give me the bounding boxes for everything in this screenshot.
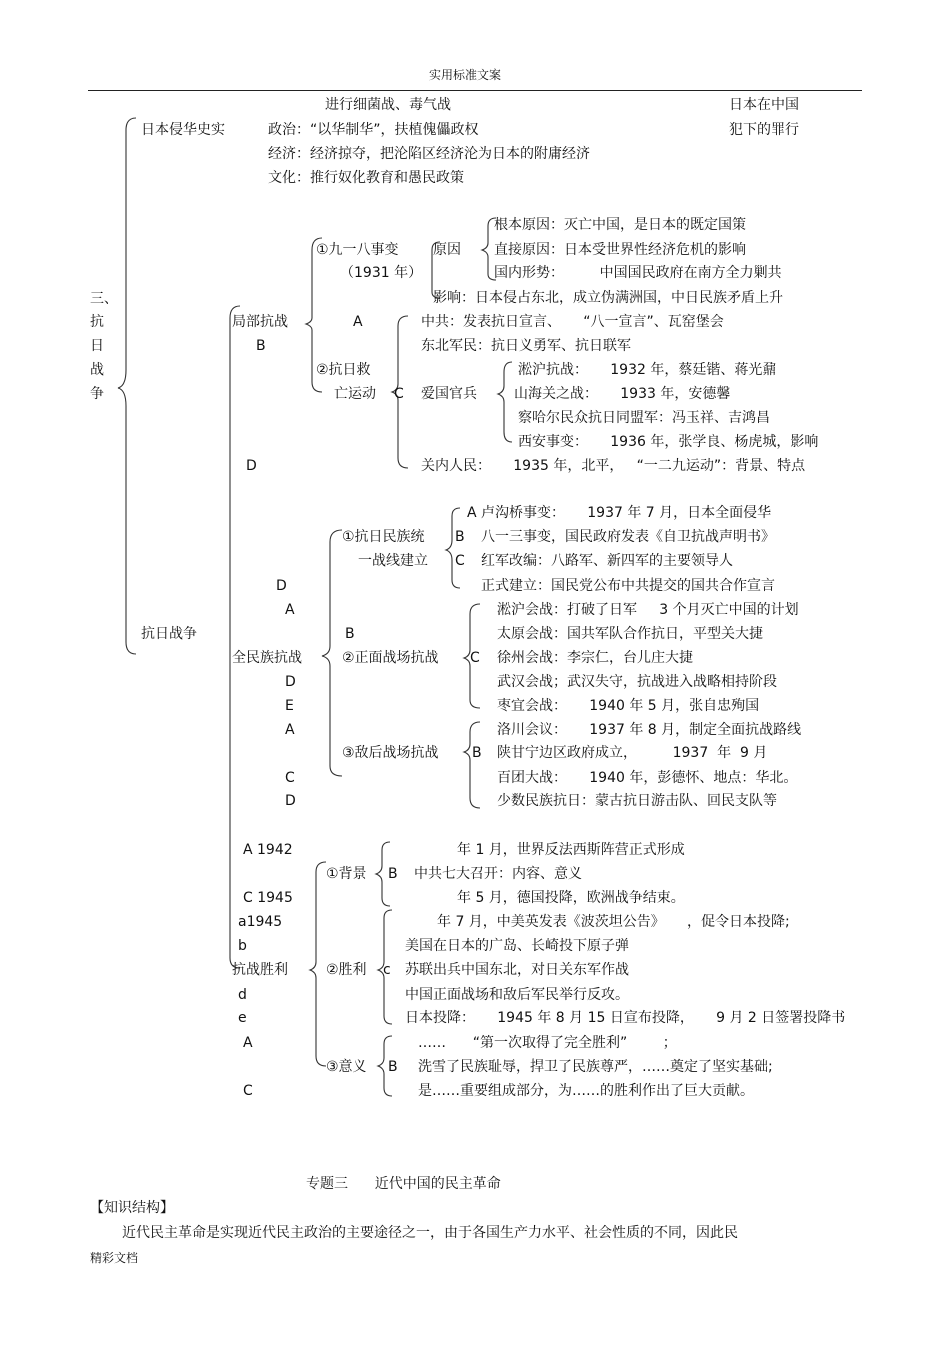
frontal-battlefield-title: ②正面战场抗战 (342, 650, 439, 666)
victory-marker-e: e (238, 1010, 247, 1026)
victory-marker-upper-a: A (243, 1035, 253, 1051)
direct-cause: 直接原因：日本受世界性经济危机的影响 (494, 242, 746, 258)
red-army-reorg: 红军改编：八路军、新四军的主要领导人 (481, 553, 733, 569)
section-label-5: 争 (90, 386, 104, 402)
victory-marker-upper-c: C (243, 1083, 253, 1099)
footer-label: 精彩文档 (90, 1251, 139, 1265)
northeast-resistance: 东北军民：抗日义勇军、抗日联军 (421, 338, 631, 354)
meaning-line-1: …… “第一次取得了完全胜利” ； (418, 1035, 677, 1051)
crime-economy: 经济：经济掠夺，把沦陷区经济沦为日本的附庸经济 (268, 146, 590, 162)
victory-marker-b: b (238, 938, 247, 954)
war-title: 抗日战争 (141, 626, 197, 642)
taiyuan-battle: 太原会战：国共军队合作抗日，平型关大捷 (497, 626, 763, 642)
frontal-marker-c: C (470, 650, 480, 666)
chahar-army: 察哈尔民众抗日同盟军：冯玉祥、吉鸿昌 (518, 410, 770, 426)
ccp-declaration: 中共：发表抗日宣言、 “八一宣言”、瓦窑堡会 (421, 314, 724, 330)
incident-title: ①九一八事变 (316, 242, 399, 258)
win-line-4: 中国正面战场和敌后军民举行反攻。 (405, 987, 629, 1003)
section-label-3: 日 (90, 338, 104, 354)
cause-label: 原因 (433, 242, 461, 258)
guannei-people: 关内人民： 1935 年，北平， “一二九运动”：背景、特点 (421, 458, 806, 474)
victory-marker-a1945: a1945 (238, 914, 283, 930)
wuhan-battle: 武汉会战；武汉失守，抗战进入战略相持阶段 (497, 674, 777, 690)
salvation-title-2: 亡运动 (334, 386, 376, 402)
crimes-heading: 日本侵华史实 (141, 122, 225, 138)
war-marker-e: E (285, 698, 294, 714)
background-line-3: 年 5 月，德国投降，欧洲战争结束。 (457, 890, 685, 906)
war-marker-b1: B (345, 626, 355, 642)
war-marker-a1: A (285, 602, 295, 618)
shaanganning-gov: 陕甘宁边区政府成立， 1937 年 9 月 (497, 745, 768, 761)
full-war-title: 全民族抗战 (232, 650, 302, 666)
united-front-title-2: 一战线建立 (358, 553, 428, 569)
win-line-1: 年 7 月，中美英发表《波茨坦公告》 ，促令日本投降; (437, 914, 790, 930)
lugou-bridge-incident: 卢沟桥事变： 1937 年 7 月，日本全面侵华 (481, 505, 772, 521)
meaning-title: ③意义 (326, 1059, 367, 1075)
marker-a: A (353, 314, 363, 330)
crimes-note-line2: 犯下的罪行 (729, 122, 799, 138)
win-line-2: 美国在日本的广岛、长崎投下原子弹 (405, 938, 629, 954)
intro-paragraph: 近代民主革命是实现近代民主政治的主要途径之一，由于各国生产力水平、社会性质的不同，因此民 (122, 1225, 738, 1241)
victory-marker-d: d (238, 987, 247, 1003)
local-war-title: 局部抗战 (232, 314, 288, 330)
front-marker-a: A (467, 505, 477, 521)
war-marker-d2: D (285, 674, 296, 690)
formal-establishment: 正式建立：国民党公布中共提交的国共合作宣言 (481, 578, 775, 594)
win-marker-c: c (383, 962, 391, 978)
rear-battlefield-title: ③敌后战场抗战 (342, 745, 439, 761)
front-marker-c: C (455, 553, 465, 569)
domestic-situation: 国内形势： 中国国民政府在南方全力剿共 (494, 265, 782, 281)
xuzhou-battle: 徐州会战：李宗仁，台儿庄大捷 (497, 650, 693, 666)
war-marker-c: C (285, 770, 295, 786)
topic-heading: 专题三 近代中国的民主革命 (306, 1176, 501, 1192)
salvation-title-1: ②抗日救 (316, 362, 371, 378)
zaoyi-battle: 枣宜会战： 1940 年 5 月，张自忠殉国 (497, 698, 760, 714)
section-label-2: 抗 (90, 314, 104, 330)
japan-surrender: 日本投降： 1945 年 8 月 15 日宣布投降， 9 月 2 日签署投降书 (405, 1010, 846, 1026)
united-front-title-1: ①抗日民族统 (342, 529, 425, 545)
minority-resistance: 少数民族抗日：蒙古抗日游击队、回民支队等 (497, 793, 777, 809)
marker-d: D (246, 458, 257, 474)
background-title: ①背景 (326, 866, 367, 882)
patriot-officers: 爱国官兵 (421, 386, 477, 402)
crime-politics: 政治：“以华制华”，扶植傀儡政权 (268, 122, 479, 138)
war-marker-d1: D (276, 578, 287, 594)
war-marker-a2: A (285, 722, 295, 738)
background-line-2: 中共七大召开：内容、意义 (414, 866, 582, 882)
front-marker-b: B (455, 529, 465, 545)
songhu-resistance: 淞沪抗战： 1932 年，蔡廷锴、蒋光鼐 (518, 362, 777, 378)
section-label-4: 战 (90, 362, 104, 378)
incident-year: （1931 年） (340, 265, 423, 281)
header-title: 实用标准文案 (429, 68, 502, 82)
root-cause: 根本原因：灭亡中国，是日本的既定国策 (494, 217, 746, 233)
background-marker-b: B (388, 866, 398, 882)
meaning-marker-b: B (388, 1059, 398, 1075)
section-label-1: 三、 (90, 291, 118, 307)
shanhaiguan-battle: 山海关之战： 1933 年，安德馨 (514, 386, 731, 402)
meaning-line-2: 洗雪了民族耻辱，捍卫了民族尊严，……奠定了坚实基础; (418, 1059, 773, 1075)
rear-marker-b: B (472, 745, 482, 761)
aug13-incident: 八一三事变，国民政府发表《自卫抗战声明书》 (481, 529, 775, 545)
win-line-3: 苏联出兵中国东北，对日关东军作战 (405, 962, 629, 978)
crime-culture: 文化：推行奴化教育和愚民政策 (268, 170, 464, 186)
crimes-note-line1: 日本在中国 (729, 97, 799, 113)
background-line-1: 年 1 月，世界反法西斯阵营正式形成 (457, 842, 685, 858)
victory-marker-c1945: C 1945 (243, 890, 293, 906)
luochuan-meeting: 洛川会议： 1937 年 8 月，制定全面抗战路线 (497, 722, 802, 738)
win-title: ②胜利 (326, 962, 367, 978)
crime-germ-warfare: 进行细菌战、毒气战 (325, 97, 451, 113)
xian-incident: 西安事变： 1936 年，张学良、杨虎城，影响 (518, 434, 819, 450)
incident-impact: 影响：日本侵占东北，成立伪满洲国，中日民族矛盾上升 (433, 290, 783, 306)
songhu-battle: 淞沪会战：打破了日军 3 个月灭亡中国的计划 (497, 602, 799, 618)
marker-b: B (256, 338, 266, 354)
hundred-regiments: 百团大战： 1940 年，彭德怀、地点：华北。 (497, 770, 798, 786)
knowledge-structure-heading: 【知识结构】 (90, 1200, 174, 1216)
meaning-line-3: 是……重要组成部分，为……的胜利作出了巨大贡献。 (418, 1083, 754, 1099)
war-marker-d3: D (285, 793, 296, 809)
marker-c: C (394, 386, 404, 402)
victory-title: 抗战胜利 (232, 962, 288, 978)
victory-marker-a1942: A 1942 (243, 842, 293, 858)
